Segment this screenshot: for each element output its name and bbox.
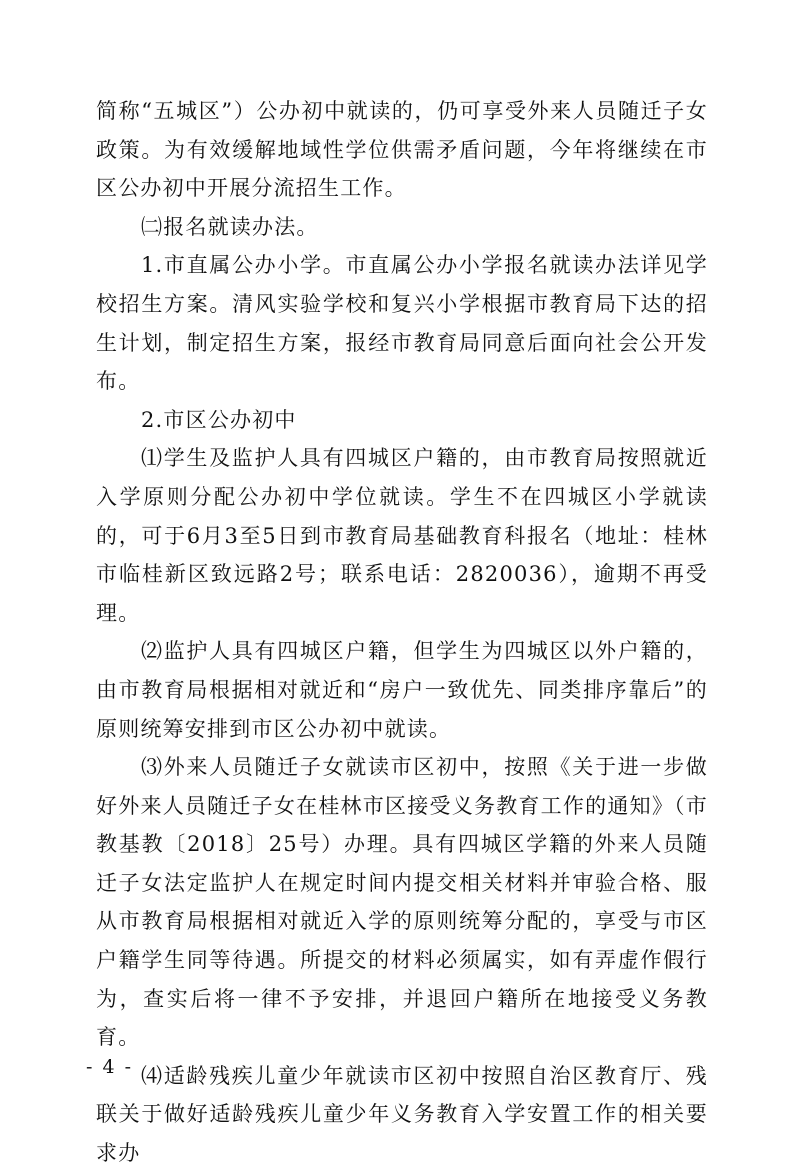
paragraph: 1.市直属公办小学。市直属公办小学报名就读办法详见学校招生方案。清风实验学校和复兴小学根据市教育局下达的招生计划，制定招生方案，报经市教育局同意后面向社会公开发布。 bbox=[96, 253, 708, 394]
paragraph: 简称“五城区”）公办初中就读的，仍可享受外来人员随迁子女政策。为有效缓解地域性学位供需矛盾问题，今年将继续在市区公办初中开展分流招生工作。 bbox=[96, 99, 708, 201]
body-text bbox=[96, 92, 708, 1173]
section-heading: ㈡报名就读办法。 bbox=[141, 214, 319, 239]
paragraph: ⑵监护人具有四城区户籍，但学生为四城区以外户籍的，由市教育局根据相对就近和“房户一致优先、同类排序靠后”的原则统筹安排到市区公办初中就读。 bbox=[96, 639, 708, 741]
paragraph: ⑶外来人员随迁子女就读市区初中，按照《关于进一步做好外来人员随迁子女在桂林市区接受义务教育工作的通知》（市教基教〔2018〕25号）办理。具有四城区学籍的外来人员随迁子女法定监护人在规定时间内提交相关材料并审验合格、服从市教育局根据相对就近入学的原则统筹分配的，享受与市区户籍学生同等待遇。所提交的材料必须属实，如有弄虚作假行为，查实后将一律不予安排，并退回户籍所在地接受义务教育。 bbox=[96, 755, 708, 1050]
page-number: - 4 - bbox=[86, 1056, 134, 1078]
subheading: 2.市区公办初中 bbox=[141, 407, 297, 432]
paragraph: ⑴学生及监护人具有四城区户籍的，由市教育局按照就近入学原则分配公办初中学位就读。学生不在四城区小学就读的，可于6月3至5日到市教育局基础教育科报名（地址：桂林市临桂新区致远路2号；联系电话：2820036），逾期不再受理。 bbox=[96, 446, 708, 625]
paragraph: ⑷适龄残疾儿童少年就读市区初中按照自治区教育厅、残联关于做好适龄残疾儿童少年义务教育入学安置工作的相关要求办 bbox=[96, 1063, 708, 1166]
